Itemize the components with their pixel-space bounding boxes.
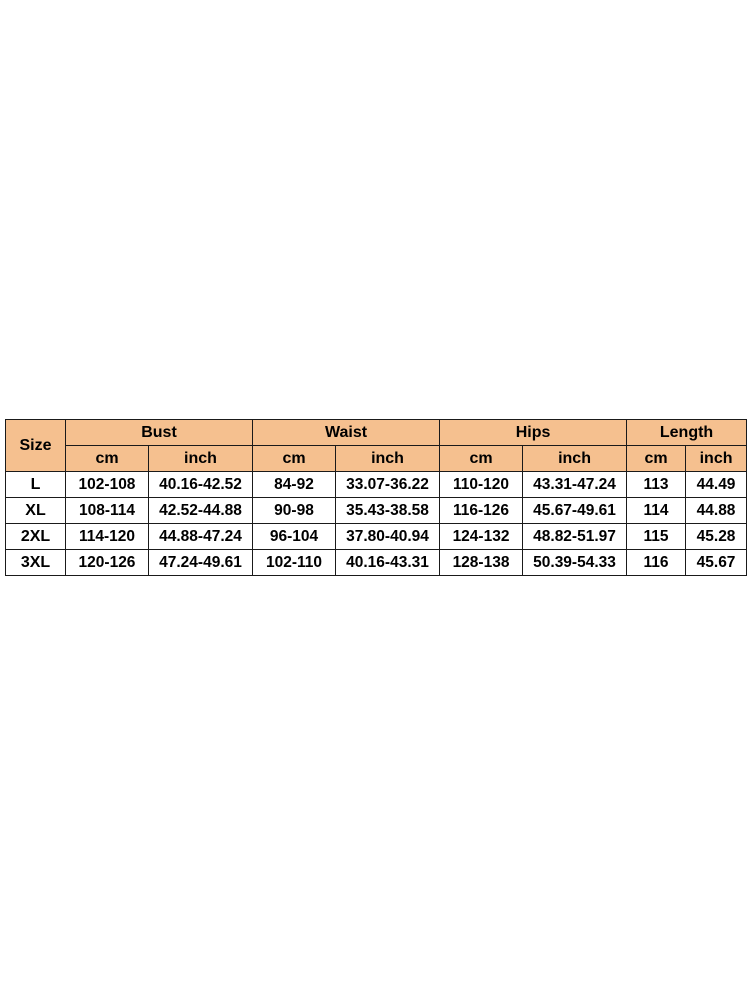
size-cell: XL [6, 498, 66, 524]
waist-group-header: Waist [253, 420, 440, 446]
waist-inch-cell: 35.43-38.58 [336, 498, 440, 524]
size-cell: L [6, 472, 66, 498]
hips-inch-cell: 50.39-54.33 [523, 550, 627, 576]
size-column-header: Size [6, 420, 66, 472]
bust-inch-cell: 42.52-44.88 [149, 498, 253, 524]
waist-cm-cell: 96-104 [253, 524, 336, 550]
hips-inch-header: inch [523, 446, 627, 472]
header-group-row [6, 420, 747, 446]
header-unit-row [6, 446, 747, 472]
size-cell: 3XL [6, 550, 66, 576]
bust-group-header: Bust [66, 420, 253, 446]
bust-inch-header: inch [149, 446, 253, 472]
bust-inch-cell: 40.16-42.52 [149, 472, 253, 498]
length-inch-cell: 45.67 [686, 550, 747, 576]
waist-inch-cell: 40.16-43.31 [336, 550, 440, 576]
hips-cm-cell: 116-126 [440, 498, 523, 524]
length-cm-cell: 116 [627, 550, 686, 576]
waist-inch-header: inch [336, 446, 440, 472]
hips-inch-cell: 48.82-51.97 [523, 524, 627, 550]
bust-cm-cell: 114-120 [66, 524, 149, 550]
waist-cm-cell: 102-110 [253, 550, 336, 576]
length-inch-header: inch [686, 446, 747, 472]
table-row [6, 498, 747, 524]
table-row [6, 524, 747, 550]
hips-inch-cell: 45.67-49.61 [523, 498, 627, 524]
length-inch-cell: 45.28 [686, 524, 747, 550]
waist-cm-cell: 84-92 [253, 472, 336, 498]
hips-inch-cell: 43.31-47.24 [523, 472, 627, 498]
table-row [6, 472, 747, 498]
bust-cm-header: cm [66, 446, 149, 472]
waist-inch-cell: 37.80-40.94 [336, 524, 440, 550]
length-inch-cell: 44.88 [686, 498, 747, 524]
length-cm-header: cm [627, 446, 686, 472]
length-group-header: Length [627, 420, 747, 446]
bust-cm-cell: 102-108 [66, 472, 149, 498]
bust-cm-cell: 120-126 [66, 550, 149, 576]
hips-cm-cell: 124-132 [440, 524, 523, 550]
waist-cm-header: cm [253, 446, 336, 472]
length-inch-cell: 44.49 [686, 472, 747, 498]
length-cm-cell: 114 [627, 498, 686, 524]
table-row [6, 550, 747, 576]
bust-inch-cell: 44.88-47.24 [149, 524, 253, 550]
bust-cm-cell: 108-114 [66, 498, 149, 524]
bust-inch-cell: 47.24-49.61 [149, 550, 253, 576]
hips-group-header: Hips [440, 420, 627, 446]
size-chart-container [5, 419, 746, 576]
waist-cm-cell: 90-98 [253, 498, 336, 524]
hips-cm-cell: 128-138 [440, 550, 523, 576]
length-cm-cell: 113 [627, 472, 686, 498]
waist-inch-cell: 33.07-36.22 [336, 472, 440, 498]
size-cell: 2XL [6, 524, 66, 550]
hips-cm-header: cm [440, 446, 523, 472]
length-cm-cell: 115 [627, 524, 686, 550]
size-chart-table [5, 419, 747, 576]
hips-cm-cell: 110-120 [440, 472, 523, 498]
